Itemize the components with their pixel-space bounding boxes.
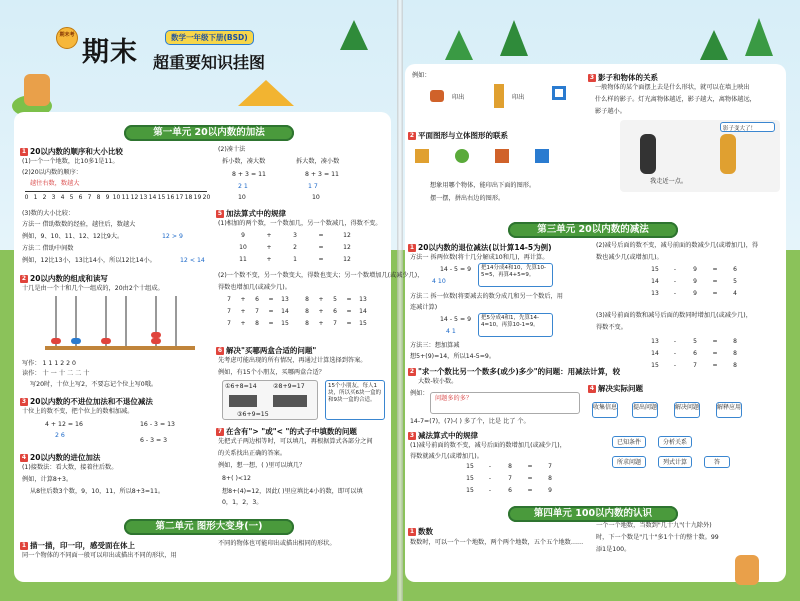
equation-cell: 5 bbox=[693, 338, 697, 345]
number-label: 8 bbox=[96, 194, 101, 201]
hint-box: 把14分成4和10，先算10-5=5，再算4+5=9。 bbox=[478, 263, 553, 287]
decompose: 4 1 bbox=[446, 328, 456, 335]
text: 时，下一个数是"几十"多1个十的整十数。99 bbox=[596, 534, 719, 541]
speech-bubble: 影子变大了！ bbox=[720, 122, 775, 132]
number-label: 11 bbox=[121, 194, 130, 201]
section-title: 20以内数的组成和读写 bbox=[30, 274, 108, 283]
text: 方法一 借助数数的经验，越往后，数越大 bbox=[22, 221, 136, 228]
unit1-s5-title bbox=[216, 208, 286, 219]
number-label: 17 bbox=[175, 194, 184, 201]
text: 方法二 拆一位数(将要减去的数分成几和另一个数后，用 bbox=[410, 293, 563, 300]
text: 读作： 十 一 十 二 二 十 bbox=[22, 370, 90, 377]
number-label: 10 bbox=[112, 194, 121, 201]
equation-cell: 12 bbox=[343, 256, 351, 263]
equation: 4 + 12 = 16 bbox=[45, 421, 83, 428]
section-title: 20以内数的顺序和大小比较 bbox=[30, 147, 123, 156]
equation-cell: = bbox=[268, 320, 274, 327]
text: 例如，12比13小，13比14小，所以12比14小。 bbox=[22, 257, 156, 264]
section-number: 1 bbox=[21, 148, 27, 155]
number-label: 15 bbox=[157, 194, 166, 201]
number-label: 9 bbox=[105, 194, 110, 201]
equation: 8 + 3 = 11 bbox=[305, 171, 339, 178]
tent-icon bbox=[238, 80, 294, 106]
unit2-s2-title bbox=[408, 130, 508, 141]
unit2-s1-title bbox=[20, 540, 135, 551]
compare-result: 12 < 14 bbox=[180, 257, 205, 264]
section-number: 4 bbox=[589, 385, 595, 392]
compare-illustration bbox=[430, 392, 580, 414]
section-number: 2 bbox=[21, 275, 27, 282]
text: 一个一个地数，当数到"几十九"(十九除外) bbox=[596, 522, 712, 529]
equation-cell: = bbox=[318, 232, 324, 239]
stamp-label: 印出 bbox=[512, 94, 525, 101]
equation-cell: 9 bbox=[693, 266, 697, 273]
equation-cell: + bbox=[266, 256, 272, 263]
text: 的关系找出正确的答案。 bbox=[218, 450, 287, 457]
equation-cell: 13 bbox=[281, 296, 289, 303]
flow-node: 所求问题 bbox=[612, 456, 646, 468]
equation-grid bbox=[230, 232, 370, 268]
equation-cell: 8 bbox=[305, 320, 309, 327]
equation-grid bbox=[460, 463, 570, 499]
equation-cell: 7 bbox=[227, 296, 231, 303]
tree-icon bbox=[700, 30, 728, 60]
equation-cell: 8 bbox=[548, 475, 552, 482]
text: 14-7=(7)，(7)-( ) 多了个，比是 比了 个。 bbox=[410, 418, 530, 425]
equation-cell: 7 bbox=[227, 308, 231, 315]
section-title: 影子和物体的关系 bbox=[598, 73, 658, 82]
text: 添1是100。 bbox=[596, 546, 631, 553]
section-title: 解决实际问题 bbox=[598, 384, 643, 393]
number-label: 12 bbox=[130, 194, 139, 201]
option: ①6+8=14 bbox=[225, 383, 257, 390]
text: 从8往后数3个数，9，10，11，所以8+3=11。 bbox=[30, 488, 165, 495]
equation-cell: + bbox=[318, 296, 324, 303]
flow-node: 收集信息 bbox=[592, 402, 618, 418]
stamp-label: 印出 bbox=[452, 94, 465, 101]
unit3-s1-title bbox=[408, 242, 552, 253]
equation-cell: = bbox=[527, 475, 533, 482]
section-title: 平面图形与立体图形的联系 bbox=[418, 131, 508, 140]
text: 一般物体的某个面摆上去是什么形状，就可以在墙上映出 bbox=[595, 84, 750, 91]
equation-cell: - bbox=[673, 350, 677, 357]
stamp-illustration bbox=[430, 84, 580, 124]
equation: 10 bbox=[312, 194, 320, 201]
unit3-s2-title bbox=[408, 366, 620, 377]
equation-cell: 15 bbox=[651, 266, 659, 273]
text: 数也减少几(或增加几)。 bbox=[596, 254, 663, 261]
equation-cell: 6 bbox=[255, 296, 259, 303]
equation-cell: = bbox=[268, 296, 274, 303]
text: 大数-较小数。 bbox=[418, 378, 458, 385]
number-label: 3 bbox=[51, 194, 56, 201]
number-label: 19 bbox=[193, 194, 202, 201]
unit1-s7-title bbox=[216, 426, 357, 437]
equation-cell: 13 bbox=[651, 338, 659, 345]
equation-cell: - bbox=[673, 278, 677, 285]
section-title: 20以内数的不进位加法和不退位减法 bbox=[30, 397, 153, 406]
number-label: 14 bbox=[148, 194, 157, 201]
section-title: 加法算式中的规律 bbox=[226, 209, 286, 218]
equation-cell: 6 bbox=[693, 350, 697, 357]
equation-grid bbox=[645, 266, 755, 302]
text: (3)减号前面的数和减号后面的数同时增加几(或减少几)， bbox=[596, 312, 752, 319]
section-title: 解决"买哪两盒合适的问题" bbox=[226, 346, 317, 355]
equation-cell: 11 bbox=[239, 256, 247, 263]
text: (2)一个数不变，另一个数变大，得数也变大；另一个数增加几(或减少几)， bbox=[218, 272, 424, 279]
equation-cell: 13 bbox=[359, 296, 367, 303]
equation-cell: = bbox=[346, 296, 352, 303]
text: 不同的物体也可能印出或描出相同的形状。 bbox=[218, 540, 336, 547]
text: 例如： bbox=[410, 390, 429, 397]
compare-result: 12 > 9 bbox=[162, 233, 183, 240]
equation-cell: = bbox=[318, 256, 324, 263]
equation-cell: 6 bbox=[733, 266, 737, 273]
text: 得数不变。 bbox=[596, 324, 627, 331]
number-label: 2 bbox=[42, 194, 47, 201]
section-number: 6 bbox=[217, 347, 223, 354]
equation-cell: 8 bbox=[305, 296, 309, 303]
speech-text: 我走近一点。 bbox=[650, 178, 688, 185]
equation-cell: = bbox=[346, 320, 352, 327]
section-number: 4 bbox=[21, 454, 27, 461]
equation-cell: 5 bbox=[733, 278, 737, 285]
equation: 10 bbox=[238, 194, 246, 201]
equation-cell: + bbox=[240, 308, 246, 315]
unit3-banner: 第三单元 20以内数的减法 bbox=[508, 222, 678, 238]
equation-grid bbox=[222, 296, 302, 332]
text: 方法三：想加算减 bbox=[410, 342, 460, 349]
grade-tag: 数学一年级下册(BSD) bbox=[165, 30, 254, 45]
tree-icon bbox=[340, 20, 368, 50]
text: (1)一个一个地数，比10多1是11。 bbox=[22, 158, 119, 165]
equation: 8+( )<12 bbox=[222, 475, 251, 482]
equation-cell: 9 bbox=[548, 487, 552, 494]
equation-cell: 1 bbox=[293, 256, 297, 263]
unit1-s6-title bbox=[216, 345, 316, 356]
equation-cell: = bbox=[318, 244, 324, 251]
section-number: 3 bbox=[589, 74, 595, 81]
note: 想象用哪个物体，能印出下面的图形。 bbox=[430, 182, 536, 189]
runner-figure-icon bbox=[735, 555, 759, 585]
equation-cell: = bbox=[712, 350, 718, 357]
equation-cell: 14 bbox=[359, 308, 367, 315]
text: (2)凑十法 bbox=[218, 146, 246, 153]
section-title: 在含有"> "或"< "的式子中填数的问题 bbox=[226, 427, 357, 436]
unit1-s4-title bbox=[20, 452, 100, 463]
equation-cell: 9 bbox=[693, 290, 697, 297]
section-number: 7 bbox=[217, 428, 223, 435]
equation-cell: = bbox=[268, 308, 274, 315]
equation-cell: 9 bbox=[241, 232, 245, 239]
section-number: 5 bbox=[217, 210, 223, 217]
arrow-label: 越往右数，数越大 bbox=[30, 180, 80, 187]
abacus-illustration bbox=[45, 296, 195, 354]
equation-cell: = bbox=[712, 362, 718, 369]
text: (2)20以内数的顺序： bbox=[22, 169, 82, 176]
equation-cell: - bbox=[673, 362, 677, 369]
badge: 期末考 bbox=[56, 27, 78, 49]
tree-icon bbox=[745, 18, 773, 56]
equation-cell: 14 bbox=[651, 278, 659, 285]
equation-cell: 7 bbox=[227, 320, 231, 327]
decompose: 4 10 bbox=[432, 278, 446, 285]
equation-cell: = bbox=[712, 290, 718, 297]
text: 先考虑可能出现的所有情况，再通过计算选择到答案。 bbox=[218, 357, 367, 364]
number-label: 6 bbox=[78, 194, 83, 201]
note: 写20时，十位上写2，不要忘记个位上写0哦。 bbox=[30, 381, 158, 388]
text: 拆小数，凑大数 bbox=[222, 158, 266, 165]
equation-cell: - bbox=[673, 338, 677, 345]
number-label: 4 bbox=[60, 194, 65, 201]
equation-cell: - bbox=[673, 290, 677, 297]
unit4-s1-title bbox=[408, 526, 433, 537]
child-figure-icon bbox=[24, 74, 50, 106]
equation-cell: 7 bbox=[508, 475, 512, 482]
number-label: 18 bbox=[184, 194, 193, 201]
equation-cell: + bbox=[240, 320, 246, 327]
text: 先把式子两边相等时，可以填几，再根据算式各部分之间 bbox=[218, 438, 373, 445]
equation-cell: 7 bbox=[548, 463, 552, 470]
equation-cell: 7 bbox=[255, 308, 259, 315]
equation-cell: 8 bbox=[733, 338, 737, 345]
text: 数数时，可以一个一个地数，两个两个地数，五个五个地数…… bbox=[410, 539, 584, 546]
text: 方法二 借助中间数 bbox=[22, 245, 74, 252]
section-number: 3 bbox=[21, 398, 27, 405]
flowchart bbox=[592, 396, 782, 496]
section-title: "求一个数比另一个数多(或少)多少"的问题：用减法计算，较 bbox=[418, 367, 621, 376]
number-label: 7 bbox=[87, 194, 92, 201]
number-label: 5 bbox=[69, 194, 74, 201]
equation: 14 - 5 = 9 bbox=[440, 316, 472, 323]
equation-cell: + bbox=[318, 320, 324, 327]
number-label: 20 bbox=[202, 194, 211, 201]
equation-cell: 4 bbox=[733, 290, 737, 297]
equation-cell: 8 bbox=[255, 320, 259, 327]
equation: 6 - 3 = 3 bbox=[140, 437, 168, 444]
section-title: 减法算式中的规律 bbox=[418, 431, 478, 440]
number-label: 13 bbox=[139, 194, 148, 201]
flow-node: 提出问题 bbox=[632, 402, 658, 418]
number-label: 1 bbox=[33, 194, 38, 201]
flow-node: 已知条件 bbox=[612, 436, 646, 448]
equation-cell: 8 bbox=[733, 362, 737, 369]
equation-cell: 10 bbox=[239, 244, 247, 251]
option: ③6+9=15 bbox=[237, 411, 269, 418]
text: 十位上的数不变，把个位上的数相加减。 bbox=[22, 408, 134, 415]
equation-cell: = bbox=[527, 487, 533, 494]
text: 拆大数，凑小数 bbox=[296, 158, 340, 165]
unit2-banner: 第二单元 图形大变身(一) bbox=[124, 519, 294, 535]
text: 连减计算) bbox=[410, 304, 438, 311]
unit2-s3-title bbox=[588, 72, 658, 83]
equation-grid bbox=[645, 338, 755, 374]
section-number: 2 bbox=[409, 368, 415, 375]
section-number: 1 bbox=[409, 244, 415, 251]
flow-node: 解决问题 bbox=[674, 402, 700, 418]
equation-cell: 7 bbox=[333, 320, 337, 327]
equation-cell: 15 bbox=[466, 463, 474, 470]
text: 0，1，2，3。 bbox=[222, 499, 263, 506]
equation-cell: 15 bbox=[281, 320, 289, 327]
unit1-banner: 第一单元 20以内数的加法 bbox=[124, 125, 294, 141]
equation-cell: 2 bbox=[293, 244, 297, 251]
equation-cell: 15 bbox=[466, 475, 474, 482]
text: 想5+(9)=14，所以14-5=9。 bbox=[410, 353, 496, 360]
section-number: 3 bbox=[409, 432, 415, 439]
equation-cell: = bbox=[712, 278, 718, 285]
equation-cell: - bbox=[488, 475, 492, 482]
text: 得数就减少几(或增加几)。 bbox=[410, 453, 483, 460]
equation-cell: 8 bbox=[733, 350, 737, 357]
page-title: 期末 bbox=[82, 37, 138, 68]
equation-cell: 13 bbox=[651, 290, 659, 297]
tree-icon bbox=[445, 30, 473, 60]
equation-cell: 15 bbox=[651, 362, 659, 369]
text: 什么样的影子。灯光离物体越近，影子越大，离物体越远， bbox=[595, 96, 756, 103]
unit1-s3-title bbox=[20, 396, 153, 407]
equation-cell: 9 bbox=[693, 278, 697, 285]
equation-grid bbox=[300, 296, 380, 332]
section-title: 描一描，印一印，感受面在体上 bbox=[30, 541, 135, 550]
equation-cell: 8 bbox=[508, 463, 512, 470]
number-line-labels bbox=[22, 194, 212, 202]
unit3-s3-title bbox=[408, 430, 478, 441]
boxes-illustration bbox=[222, 380, 318, 420]
note: 摆一摆，拼出右边的图形。 bbox=[430, 195, 505, 202]
equation-cell: + bbox=[266, 232, 272, 239]
equation-cell: 12 bbox=[343, 244, 351, 251]
equation-cell: 15 bbox=[359, 320, 367, 327]
equation-cell: - bbox=[673, 266, 677, 273]
hint-box: 把5分成4和1，先算14-4=10，再算10-1=9。 bbox=[478, 313, 553, 337]
text: (2)减号后面的数不变，减号前面的数减少几(或增加几)，得 bbox=[596, 242, 759, 249]
number-label: 16 bbox=[166, 194, 175, 201]
shapes-illustration bbox=[415, 145, 575, 179]
section-number: 1 bbox=[21, 542, 27, 549]
text: (3)数的大小比较： bbox=[22, 210, 75, 217]
equation-cell: 15 bbox=[466, 487, 474, 494]
text: (1)接数法：看大数，接着往后数。 bbox=[22, 464, 118, 471]
equation-cell: - bbox=[488, 463, 492, 470]
equation-cell: 6 bbox=[333, 308, 337, 315]
question: 问题多的多？ bbox=[435, 395, 473, 402]
equation-cell: 7 bbox=[693, 362, 697, 369]
decompose: 2 6 bbox=[55, 432, 65, 439]
unit4-banner: 第四单元 100以内数的认识 bbox=[508, 506, 678, 522]
text: 方法一 拆两位数(将十几分解成10和几)，再计算。 bbox=[410, 254, 549, 261]
flow-node: 分析关系 bbox=[658, 436, 692, 448]
flow-node: 列式计算 bbox=[658, 456, 692, 468]
section-number: 2 bbox=[409, 132, 415, 139]
equation-cell: 12 bbox=[343, 232, 351, 239]
equation-cell: - bbox=[488, 487, 492, 494]
equation-cell: 8 bbox=[305, 308, 309, 315]
decompose: 2 1 bbox=[238, 183, 248, 190]
decompose: 1 7 bbox=[308, 183, 318, 190]
text: 想8+(4)=12，因此( )里应填比4小的数，即可以填 bbox=[222, 488, 363, 495]
page-fold bbox=[397, 0, 403, 601]
shadow-illustration bbox=[620, 120, 780, 192]
flow-node: 答 bbox=[704, 456, 730, 468]
equation-cell: 14 bbox=[281, 308, 289, 315]
text: 例如，9、10、11、12、12比9大。 bbox=[22, 233, 124, 240]
section-title: 20以内数的退位减法(以计算14-5为例) bbox=[418, 243, 552, 252]
number-line bbox=[25, 191, 207, 192]
option: ②8+9=17 bbox=[273, 383, 305, 390]
equation-cell: = bbox=[712, 338, 718, 345]
equation-cell: 5 bbox=[333, 296, 337, 303]
equation-cell: 14 bbox=[651, 350, 659, 357]
equation-cell: 6 bbox=[508, 487, 512, 494]
unit3-s4-title bbox=[588, 383, 643, 394]
text: 十几是由一个十和几个一组成的，20由2个十组成。 bbox=[22, 285, 164, 292]
equation-cell: = bbox=[527, 463, 533, 470]
equation-cell: + bbox=[240, 296, 246, 303]
text: 影子越小。 bbox=[595, 108, 626, 115]
equation: 16 - 3 = 13 bbox=[140, 421, 175, 428]
equation-cell: = bbox=[712, 266, 718, 273]
speech-bubble: 15个小朋友，每人1块，所以买6块一盒的和9块一盒的合适。 bbox=[325, 380, 385, 420]
equation: 14 - 5 = 9 bbox=[440, 266, 472, 273]
text: 例如，计算8+3。 bbox=[22, 476, 73, 483]
equation-cell: 3 bbox=[293, 232, 297, 239]
flow-node: 解释应用 bbox=[716, 402, 742, 418]
page-subtitle: 超重要知识挂图 bbox=[153, 53, 266, 72]
text: 例如，想一想，( )里可以填几？ bbox=[218, 462, 306, 469]
text: 得数也增加几(或减少几)。 bbox=[218, 284, 291, 291]
text: (1)相加的两个数，一个数加几，另一个数减几，得数不变。 bbox=[218, 220, 382, 227]
text: 写作： 1 1 1 2 2 0 bbox=[22, 360, 76, 367]
text: 同一个物体的不同面一般可以印出或描出不同的形状，用 bbox=[22, 552, 177, 559]
unit1-s1-title bbox=[20, 146, 123, 157]
text: 例如，有15个小朋友，买哪两盒合适？ bbox=[218, 369, 325, 376]
equation-cell: + bbox=[266, 244, 272, 251]
text: (1)减号前面的数不变，减号后面的数增加几(或减少几)， bbox=[410, 442, 566, 449]
equation: 8 + 3 = 11 bbox=[232, 171, 266, 178]
text: 例如： bbox=[412, 72, 431, 79]
unit1-s2-title bbox=[20, 273, 108, 284]
number-label: 0 bbox=[24, 194, 29, 201]
section-title: 数数 bbox=[418, 527, 433, 536]
equation-cell: = bbox=[346, 308, 352, 315]
tree-icon bbox=[500, 20, 528, 56]
section-title: 20以内数的进位加法 bbox=[30, 453, 101, 462]
section-number: 1 bbox=[409, 528, 415, 535]
equation-cell: + bbox=[318, 308, 324, 315]
